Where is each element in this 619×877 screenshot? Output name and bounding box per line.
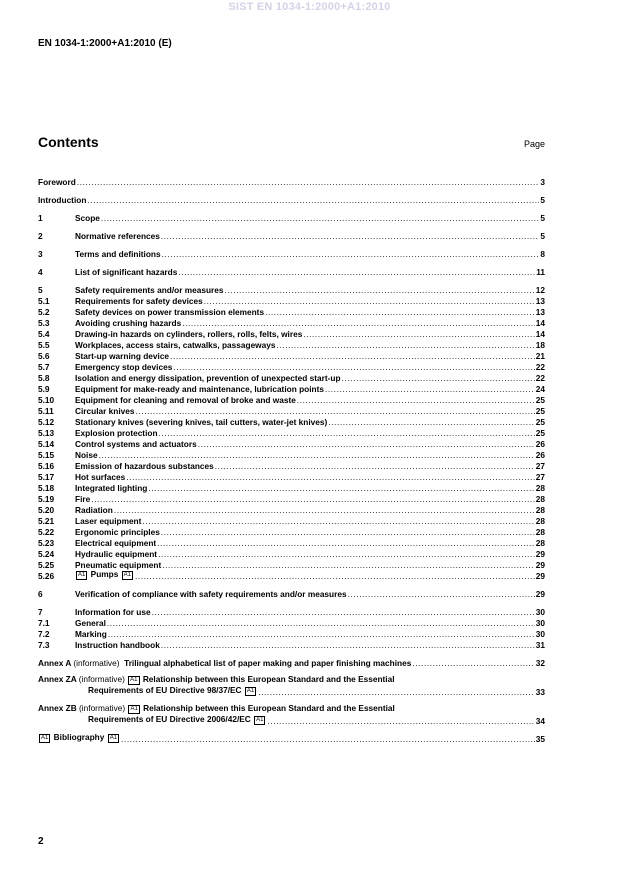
amendment-close-icon: A1 <box>246 688 255 694</box>
toc-number: 5.13 <box>38 427 55 438</box>
toc-number: 5.9 <box>38 383 50 394</box>
toc-number: 5.10 <box>38 394 55 405</box>
page-column-label: Page <box>523 139 545 149</box>
toc-entry-5-24[interactable] <box>38 547 545 558</box>
toc-leader <box>267 717 534 725</box>
toc-page: 8 <box>540 248 545 259</box>
toc-entry-2[interactable] <box>38 229 545 240</box>
toc-number: 5.2 <box>38 306 50 317</box>
toc-entry-5-11[interactable] <box>38 404 545 415</box>
toc-entry-bibliography[interactable] <box>38 732 545 743</box>
toc-page: 31 <box>535 639 545 650</box>
toc-leader <box>162 250 540 258</box>
toc-page: 30 <box>535 617 545 628</box>
toc-leader <box>303 330 534 338</box>
toc-entry-annex-zb[interactable] <box>38 703 545 725</box>
toc-number: 7.3 <box>38 639 50 650</box>
toc-number: 5.24 <box>38 548 55 559</box>
toc-number: 5.14 <box>38 438 55 449</box>
toc-entry-5-8[interactable] <box>38 371 545 382</box>
toc-entry-7-2[interactable] <box>38 627 545 638</box>
toc-entry-6[interactable] <box>38 587 545 598</box>
toc-number: 5.21 <box>38 515 55 526</box>
toc-title: Marking <box>75 628 107 639</box>
toc-page: 29 <box>535 570 545 581</box>
toc-title: Ergonomic principles <box>75 526 160 537</box>
toc-page: 5 <box>540 230 545 241</box>
toc-number: 2 <box>38 230 43 241</box>
toc-title: List of significant hazards <box>75 266 178 277</box>
toc-entry-5-7[interactable] <box>38 360 545 371</box>
toc-page: 34 <box>535 715 545 726</box>
toc-number: 5.18 <box>38 482 55 493</box>
toc-title: Circular knives <box>75 405 135 416</box>
toc-title: Integrated lighting <box>75 482 148 493</box>
toc-entry-5-9[interactable] <box>38 382 545 393</box>
toc-page: 32 <box>535 657 545 668</box>
toc-title: Isolation and energy dissipation, prevention of unexpected start-up <box>75 372 341 383</box>
toc-leader <box>215 462 535 470</box>
toc-title: Start-up warning device <box>75 350 170 361</box>
toc-number: 5.7 <box>38 361 50 372</box>
toc-number: 6 <box>38 588 43 599</box>
toc-leader <box>342 374 535 382</box>
amendment-close-icon: A1 <box>109 735 118 741</box>
toc-page: 29 <box>535 548 545 559</box>
toc-page: 29 <box>535 588 545 599</box>
toc-leader <box>178 268 535 276</box>
toc-leader <box>87 196 539 204</box>
toc-leader <box>297 396 535 404</box>
toc-entry-5-13[interactable] <box>38 426 545 437</box>
toc-number: 3 <box>38 248 43 259</box>
toc-number: 7.1 <box>38 617 50 628</box>
toc-leader <box>77 178 540 186</box>
toc-leader <box>162 561 535 569</box>
toc-leader <box>148 484 534 492</box>
toc-title-continued: Requirements of EU Directive 98/37/EC A1 <box>88 685 255 695</box>
toc-title: Annex ZB (informative) A1 Relationship between this European Standard and the Essential <box>38 703 395 713</box>
toc-page: 13 <box>535 306 545 317</box>
toc-entry-5-10[interactable] <box>38 393 545 404</box>
toc-leader <box>328 418 535 426</box>
toc-title: Annex A (informative) Trilingual alphabetical list of paper making and paper finishing machines <box>38 657 412 668</box>
toc-entry-5-15[interactable] <box>38 448 545 459</box>
toc-page: 18 <box>535 339 545 350</box>
toc-title: Explosion protection <box>75 427 158 438</box>
toc-title: A1 Pumps A1 <box>78 569 131 579</box>
toc-leader <box>161 641 535 649</box>
toc-page: 30 <box>535 628 545 639</box>
toc-leader <box>159 429 535 437</box>
toc-leader <box>152 608 535 616</box>
page-title: Contents <box>38 134 99 150</box>
toc-title: Normative references <box>75 230 160 241</box>
toc-entry-5-19[interactable] <box>38 492 545 503</box>
toc-title: Workplaces, access stairs, catwalks, passageways <box>75 339 276 350</box>
toc-entry-5-22[interactable] <box>38 525 545 536</box>
toc-page: 14 <box>535 317 545 328</box>
toc-page: 13 <box>535 295 545 306</box>
toc-page: 33 <box>535 686 545 697</box>
amendment-open-icon: A1 <box>130 677 138 683</box>
toc-entry-introduction[interactable] <box>38 193 545 204</box>
amendment-close-icon: A1 <box>123 572 131 578</box>
toc-title: Laser equipment <box>75 515 142 526</box>
toc-entry-5-1[interactable] <box>38 294 545 305</box>
toc-leader <box>126 473 535 481</box>
toc-number: 5.5 <box>38 339 50 350</box>
toc-title: Equipment for cleaning and removal of broke and waste <box>75 394 296 405</box>
toc-number: 5.12 <box>38 416 55 427</box>
page-number: 2 <box>38 836 44 847</box>
toc-entry-5-21[interactable] <box>38 514 545 525</box>
toc-page: 24 <box>535 383 545 394</box>
toc-page: 27 <box>535 460 545 471</box>
toc-page: 26 <box>535 438 545 449</box>
toc-leader <box>114 506 535 514</box>
toc-page: 28 <box>535 526 545 537</box>
toc-page: 28 <box>535 493 545 504</box>
toc-entry-5-17[interactable] <box>38 470 545 481</box>
toc-entry-3[interactable] <box>38 247 545 258</box>
toc-number: 5.25 <box>38 559 55 570</box>
toc-title: Stationary knives (severing knives, tail cutters, water-jet knives) <box>75 416 328 427</box>
amendment-open-icon: A1 <box>41 735 49 741</box>
toc-entry-5-5[interactable] <box>38 338 545 349</box>
toc-number: 5.16 <box>38 460 55 471</box>
toc-title: Information for use <box>75 606 151 617</box>
toc-leader <box>101 214 539 222</box>
toc-title-continued: Requirements of EU Directive 2006/42/EC A1 <box>88 714 264 724</box>
toc-number: 5.15 <box>38 449 55 460</box>
amendment-close-icon: A1 <box>256 717 264 723</box>
toc-entry-5-4[interactable] <box>38 327 545 338</box>
toc-title: General <box>75 617 106 628</box>
toc-entry-7[interactable] <box>38 605 545 616</box>
toc-leader <box>204 297 535 305</box>
toc-number: 5.20 <box>38 504 55 515</box>
toc-title: Foreword <box>38 176 76 187</box>
toc-title: Avoiding crushing hazards <box>75 317 182 328</box>
toc-title: Fire <box>75 493 91 504</box>
toc-entry-5-26[interactable] <box>38 569 545 580</box>
toc-leader <box>107 619 535 627</box>
toc-number: 1 <box>38 212 43 223</box>
toc-title: Drawing-in hazards on cylinders, rollers, rolls, felts, wires <box>75 328 303 339</box>
toc-entry-5-23[interactable] <box>38 536 545 547</box>
toc-leader <box>135 572 535 580</box>
toc-leader <box>161 528 535 536</box>
toc-leader <box>136 407 535 415</box>
toc-entry-5-12[interactable] <box>38 415 545 426</box>
toc-page: 28 <box>535 482 545 493</box>
toc-page: 25 <box>535 394 545 405</box>
toc-page: 28 <box>535 515 545 526</box>
toc-title: Emergency stop devices <box>75 361 173 372</box>
toc-entry-5-18[interactable] <box>38 481 545 492</box>
toc-title: Safety requirements and/or measures <box>75 284 224 295</box>
watermark: SIST EN 1034-1:2000+A1:2010 <box>228 1 391 13</box>
toc-entry-5-3[interactable] <box>38 316 545 327</box>
toc-page: 25 <box>535 416 545 427</box>
toc-title: Scope <box>75 212 100 223</box>
toc-title: A1 Bibliography A1 <box>41 732 118 742</box>
toc-page: 28 <box>535 537 545 548</box>
toc-leader <box>182 319 535 327</box>
toc-title: Requirements for safety devices <box>75 295 203 306</box>
toc-entry-7-3[interactable] <box>38 638 545 649</box>
toc-title: Emission of hazardous substances <box>75 460 214 471</box>
amendment-open-icon: A1 <box>78 572 86 578</box>
toc-number: 5.1 <box>38 295 50 306</box>
toc-entry-1[interactable] <box>38 211 545 222</box>
toc-entry-5-6[interactable] <box>38 349 545 360</box>
toc-leader <box>121 735 535 743</box>
toc-entry-5-14[interactable] <box>38 437 545 448</box>
toc-page: 25 <box>535 427 545 438</box>
toc-entry-7-1[interactable] <box>38 616 545 627</box>
toc-entry-5-20[interactable] <box>38 503 545 514</box>
toc-leader <box>198 440 535 448</box>
toc-entry-annex-za[interactable] <box>38 674 545 696</box>
standard-header: EN 1034-1:2000+A1:2010 (E) <box>38 38 172 49</box>
toc-number: 5.3 <box>38 317 50 328</box>
toc-page: 25 <box>535 405 545 416</box>
toc-entry-annex-a[interactable] <box>38 656 545 667</box>
toc-number: 5 <box>38 284 43 295</box>
toc-entry-5-16[interactable] <box>38 459 545 470</box>
toc-page: 12 <box>535 284 545 295</box>
toc-leader <box>170 352 535 360</box>
toc-title: Radiation <box>75 504 113 515</box>
toc-page: 26 <box>535 449 545 460</box>
toc-entry-5[interactable] <box>38 283 545 294</box>
toc-title: Verification of compliance with safety requirements and/or measures <box>75 588 347 599</box>
toc-leader <box>224 286 534 294</box>
toc-number: 5.11 <box>38 405 54 416</box>
toc-leader <box>157 539 535 547</box>
toc-leader <box>276 341 534 349</box>
toc-page: 30 <box>535 606 545 617</box>
toc-title: Electrical equipment <box>75 537 157 548</box>
toc-page: 27 <box>535 471 545 482</box>
toc-page: 28 <box>535 504 545 515</box>
toc-title: Equipment for make-ready and maintenance, lubrication points <box>75 383 324 394</box>
toc-title: Pneumatic equipment <box>75 559 162 570</box>
toc-title: Hydraulic equipment <box>75 548 158 559</box>
toc-number: 5.23 <box>38 537 55 548</box>
toc-page: 29 <box>535 559 545 570</box>
toc-page: 5 <box>540 212 545 223</box>
toc-title: Annex ZA (informative) A1 Relationship between this European Standard and the Essential <box>38 674 395 684</box>
toc-title: Instruction handbook <box>75 639 160 650</box>
toc-entry-4[interactable] <box>38 265 545 276</box>
toc-page: 11 <box>536 266 545 277</box>
toc-title: Noise <box>75 449 98 460</box>
toc-number: 5.19 <box>38 493 55 504</box>
toc-title: Introduction <box>38 194 87 205</box>
toc-title: Hot surfaces <box>75 471 126 482</box>
toc-page: 35 <box>535 733 545 744</box>
toc-entry-foreword[interactable] <box>38 175 545 186</box>
toc-page: 21 <box>535 350 545 361</box>
toc-number: 5.8 <box>38 372 50 383</box>
toc-number: 5.6 <box>38 350 50 361</box>
toc-number: 5.26 <box>38 570 55 581</box>
toc-leader <box>258 688 535 696</box>
toc-leader <box>99 451 535 459</box>
toc-page: 22 <box>535 361 545 372</box>
toc-number: 4 <box>38 266 43 277</box>
toc-leader <box>158 550 535 558</box>
toc-leader <box>173 363 534 371</box>
toc-entry-5-2[interactable] <box>38 305 545 316</box>
toc-title: Control systems and actuators <box>75 438 197 449</box>
toc-leader <box>412 659 534 667</box>
toc-title: Safety devices on power transmission elements <box>75 306 265 317</box>
toc-number: 7.2 <box>38 628 50 639</box>
amendment-open-icon: A1 <box>130 706 138 712</box>
toc-page: 5 <box>540 194 545 205</box>
table-of-contents <box>38 175 545 743</box>
toc-leader <box>142 517 534 525</box>
toc-leader <box>91 495 535 503</box>
toc-leader <box>161 232 540 240</box>
toc-page: 14 <box>535 328 545 339</box>
toc-number: 5.4 <box>38 328 50 339</box>
toc-leader <box>108 630 535 638</box>
toc-number: 5.17 <box>38 471 55 482</box>
toc-number: 5.22 <box>38 526 55 537</box>
toc-page: 22 <box>535 372 545 383</box>
toc-title: Terms and definitions <box>75 248 161 259</box>
toc-number: 7 <box>38 606 43 617</box>
toc-leader <box>265 308 535 316</box>
toc-leader <box>348 590 535 598</box>
toc-page: 3 <box>540 176 545 187</box>
toc-entry-5-25[interactable] <box>38 558 545 569</box>
toc-leader <box>325 385 535 393</box>
